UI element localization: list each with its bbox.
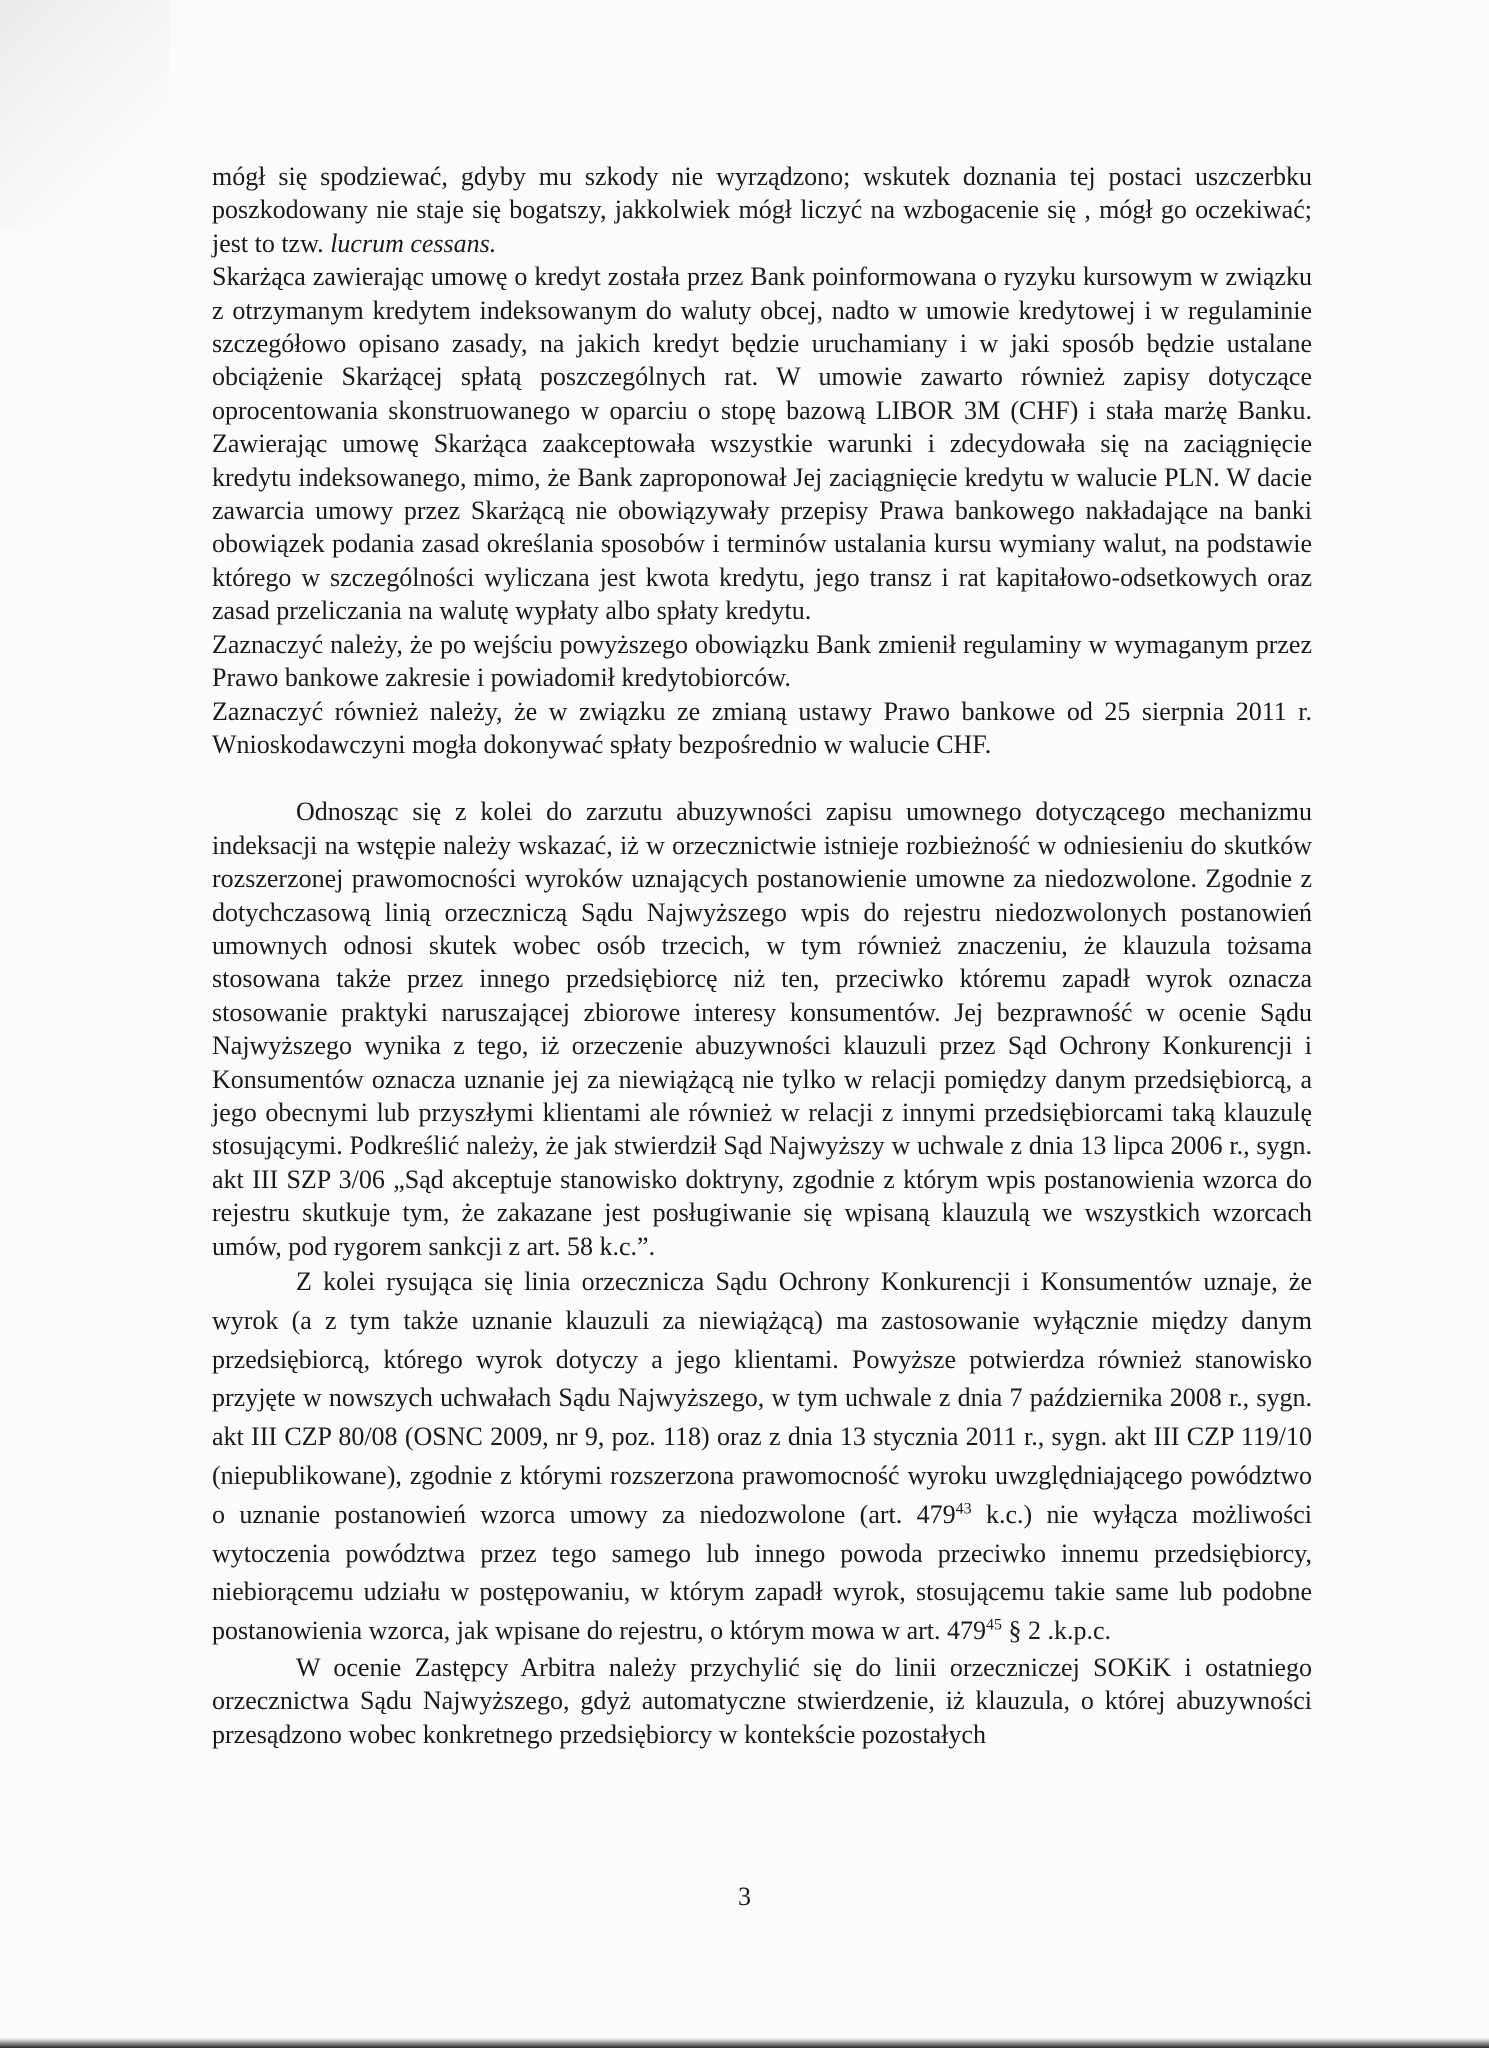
paragraph-gap <box>212 761 1312 795</box>
paragraph-arbiter-opinion: W ocenie Zastępcy Arbitra należy przychylić się do linii orzeczniczej SOKiK i ostatniego orzecznictwa Sądu Najwyższego, gdyż automatyczne stwierdzenie, iż klauzula, o której abuzywności przesądzono wobec konkretnego przedsiębiorcy w kontekście pozostałych <box>212 1652 1312 1749</box>
paragraph-text: mógł się spodziewać, gdyby mu szkody nie wyrządzono; wskutek doznania tej postaci uszczerbku poszkodowany nie staje się bogatszy, jakkolwiek mógł liczyć na wzbogacenie się , mógł go oczekiwać; jest to tzw. <box>212 162 1312 258</box>
paragraph-sokik-line <box>212 1263 1312 1651</box>
paragraph-abusiveness: Odnosząc się z kolei do zarzutu abuzywności zapisu umownego dotyczącego mechanizmu indeksacji na wstępie należy wskazać, iż w orzecznictwie istnieje rozbieżność w odniesieniu do skutków rozszerzonej prawomocności wyroków uznających postanowienie umowne za niedozwolone. Zgodnie z dotychczasową linią orzeczniczą Sądu Najwyższego wpis do rejestru niedozwolonych postanowień umownych odnosi skutek wobec osób trzecich, w tym również znaczeniu, że klauzula tożsama stosowana także przez innego przedsiębiorcę niż ten, przeciwko któremu zapadł wyrok oznacza stosowanie praktyki naruszającej zbiorowe interesy konsumentów. Jej bezprawność w ocenie Sądu Najwyższego wynika z tego, iż orzeczenie abuzywności klauzuli przez Sąd Ochrony Konkurencji i Konsumentów oznacza uznanie jej za niewiążącą nie tylko w relacji pomiędzy danym przedsiębiorcą, a jego obecnymi lub przyszłymi klientami ale również w relacji z innymi przedsiębiorcami taką klauzulę stosującymi. Podkreślić należy, że jak stwierdził Sąd Najwyższy w uchwale z dnia 13 lipca 2006 r., sygn. akt III SZP 3/06 „Sąd akceptuje stanowisko doktryny, zgodnie z którym wpis postanowienia wzorca do rejestru skutkuje tym, że zakazane jest posługiwanie się wpisaną klauzulą we wszystkich wzorcach umów, pod rygorem sankcji z art. 58 k.c.”. <box>212 797 1312 1261</box>
latin-term: lucrum cessans. <box>330 228 497 258</box>
paragraph-currency-risk: Skarżąca zawierając umowę o kredyt została przez Bank poinformowana o ryzyku kursowym w związku z otrzymanym kredytem indeksowanym do waluty obcej, nadto w umowie kredytowej i w regulaminie szczegółowo opisano zasady, na jakich kredyt będzie uruchamiany i w jaki sposób będzie ustalane obciążenie Skarżącej spłatą poszczególnych rat. W umowie zawarto również zapisy dotyczące oprocentowania skonstruowanego w oparciu o stopę bazową LIBOR 3M (CHF) i stała marżę Banku. Zawierając umowę Skarżąca zaakceptowała wszystkie warunki i zdecydowała się na zaciągnięcie kredytu indeksowanego, mimo, że Bank zaproponował Jej zaciągnięcie kredytu w walucie PLN. W dacie zawarcia umowy przez Skarżącą nie obowiązywały przepisy Prawa bankowego nakładające na banki obowiązek podania zasad określania sposobów i terminów ustalania kursu wymiany walut, na podstawie którego w szczególności wyliczana jest kwota kredytu, jego transz i rat kapitałowo-odsetkowych oraz zasad przeliczania na walutę wypłaty albo spłaty kredytu. <box>212 262 1312 626</box>
paragraph-text: Z kolei rysująca się linia orzecznicza Sądu Ochrony Konkurencji i Konsumentów uznaje, że wyrok (a z tym także uznanie klauzuli za niewiążącą) ma zastosowanie wyłącznie między danym przedsiębiorcą, którego wyrok dotyczy a jego klientami. Powyższe potwierdza również stanowisko przyjęte w nowszych uchwałach Sądu Najwyższego, w tym uchwale z dnia 7 października 2008 r., sygn. akt III CZP 80/08 (OSNC 2009, nr 9, poz. 118) oraz z dnia 13 stycznia 2011 r., sygn. akt III CZP 119/10 (niepublikowane), zgodnie z którymi rozszerzona prawomocność wyroku uwzględniającego powództwo o uznanie postanowień wzorca umowy za niedozwolone (art. 479 <box>212 1267 1312 1529</box>
article-superscript: 45 <box>986 1616 1003 1634</box>
paragraph-text: § 2 .k.p.c. <box>1002 1616 1112 1646</box>
scan-fold-shadow <box>0 0 170 230</box>
scan-bottom-edge <box>0 2038 1489 2048</box>
paragraph-lucrum-cessans <box>212 160 1312 260</box>
paragraph-text: k.c.) nie wyłącza możliwości wytoczenia powództwa przez tego samego lub innego powoda przeciwko innemu przedsiębiorcy, niebiorącemu udziału w postępowaniu, w którym zapadł wyrok, stosującemu takie same lub podobne postanowienia wzorca, jak wpisane do rejestru, o którym mowa w art. 479 <box>212 1499 1312 1646</box>
paragraph-chf-repayment: Zaznaczyć również należy, że w związku ze zmianą ustawy Prawo bankowe od 25 sierpnia 2011 r. Wnioskodawczyni mogła dokonywać spłaty bezpośrednio w walucie CHF. <box>212 696 1312 759</box>
article-superscript: 43 <box>955 1500 972 1518</box>
paragraph-regulation-change: Zaznaczyć należy, że po wejściu powyższego obowiązku Bank zmienił regulaminy w wymaganym przez Prawo bankowe zakresie i powiadomił kredytobiorców. <box>212 629 1312 693</box>
document-page <box>212 160 1312 1751</box>
page-number: 3 <box>738 1882 751 1911</box>
